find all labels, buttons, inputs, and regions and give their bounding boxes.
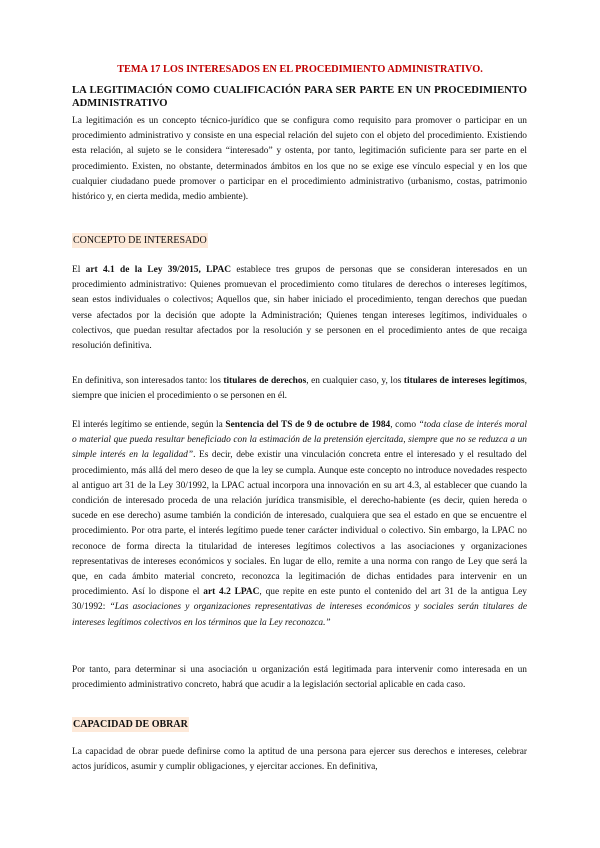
p2-text-d: , siempre que inicien el procedimiento o se personen en él. [72,376,527,402]
paragraph-interes-legitimo [72,418,527,631]
p2-bold-derechos: titulares de derechos [223,376,307,386]
paragraph-art-4-1 [72,263,527,354]
p3-italic-quote-2: “Las asociaciones y organizaciones representativas de intereses económicos y sociales serán titulares de intereses legítimos colectivos en los términos que la Ley reconozca.” [72,602,527,628]
paragraph-en-definitiva [72,374,527,404]
p3-bold-sentencia: Sentencia del TS de 9 de octubre de 1984 [225,420,391,430]
p2-text-c: , en cualquier caso, y, los [306,376,404,386]
section-subtitle: LA LEGITIMACIÓN COMO CUALIFICACIÓN PARA SER PARTE EN UN PROCEDIMIENTO ADMINISTRATIVO [72,85,527,109]
p1-text-rest: establece tres grupos de personas que se consideran interesados en un procedimiento administrativo: Quienes promuevan el procedimiento como titulares de derechos o intereses legítimos, sean estos individuales o colectivos; Aquellos que, sin haber iniciado el procedimiento, tengan derechos que puedan verse afectados por la decisión que adopte la Administración; Quienes tengan intereses legítimos, individuales o colectivos, que puedan resultar afectados por la resolución y se personen en el procedimiento antes de que recaiga resolución definitiva. [72,265,528,352]
p3-text-d: . Es decir, debe existir una vinculación concreta entre el interesado y el resultado del procedimiento, más allá del mero deseo de que la ley se cumpla. Aunque este concepto no introduce novedades respecto al antiguo art 31 de la Ley 30/1992, la LPAC actual incorpora una innovación en su art 4.3, al establecer que cuando la condición de interesado proceda de una relación jurídica transmisible, el derecho-habiente (es decir, quien hereda o sucede en ese derecho) asume también la condición de interesado, cualquiera que sea el estado en que se encuentre el procedimiento. Por otra parte, el interés legítimo puede tener carácter individual o colectivo. Sin embargo, la LPAC no reconoce de forma directa la titularidad de intereses legítimos colectivos a las asociaciones y organizaciones representativas de intereses económicos y sociales. En lugar de ello, remite a una norma con rango de Ley que será la que, en cada ámbito material concreto, reconozca la legitimación de dichas entidades para intervenir en un procedimiento. Así lo dispone el [72,450,527,598]
p3-text-c: , como [390,420,419,430]
page-title: TEMA 17 LOS INTERESADOS EN EL PROCEDIMIENTO ADMINISTRATIVO. [117,64,483,75]
p2-text-a: En definitiva, son interesados tanto: los [72,376,224,386]
p1-bold-ref: art 4.1 de la Ley 39/2015, LPAC [85,265,231,275]
p3-text-f: , que repite en este punto el contenido del art 31 de la antigua Ley 30/1992: [72,587,527,613]
intro-paragraph: La legitimación es un concepto técnico-jurídico que se configura como requisito para promover o participar en un procedimiento administrativo y consiste en una especial relación del sujeto con el objeto del procedimiento. Existiendo esta relación, al sujeto se le considera “interesado” y ostenta, por tanto, legitimación suficiente para ser parte en el procedimiento. Existen, no obstante, determinados ámbitos en los que no se exige ese vínculo especial y en los que cualquier ciudadano puede promover o participar en el procedimiento administrativo (urbanismo, costas, patrimonio histórico y, en cierta medida, medio ambiente). [72,116,527,203]
p3-italic-quote: “toda clase de interés moral o material que pueda resultar beneficiado con la estimación de la pretensión ejercitada, siempre que no se reduzca a un simple interés en la legalidad” [72,420,527,461]
p1-text-pre: El [72,265,86,275]
paragraph-por-tanto: Por tanto, para determinar si una asociación u organización está legitimada para intervenir como interesada en un procedimiento administrativo concreto, habrá que acudir a la legislación sectorial aplicable en cada caso. [72,665,527,691]
p3-bold-art-4-2: art 4.2 LPAC [203,587,260,598]
p2-bold-intereses: titulares de intereses legítimos [403,376,525,386]
heading-concepto-interesado: CONCEPTO DE INTERESADO [73,235,207,246]
p3-text-a: El interés legítimo se entiende, según la [72,420,226,430]
paragraph-capacidad: La capacidad de obrar puede definirse como la aptitud de una persona para ejercer sus derechos e intereses, celebrar actos jurídicos, asumir y cumplir obligaciones, y ejercitar acciones. En definitiva, [72,747,527,773]
heading-capacidad-obrar: CAPACIDAD DE OBRAR [73,719,188,730]
